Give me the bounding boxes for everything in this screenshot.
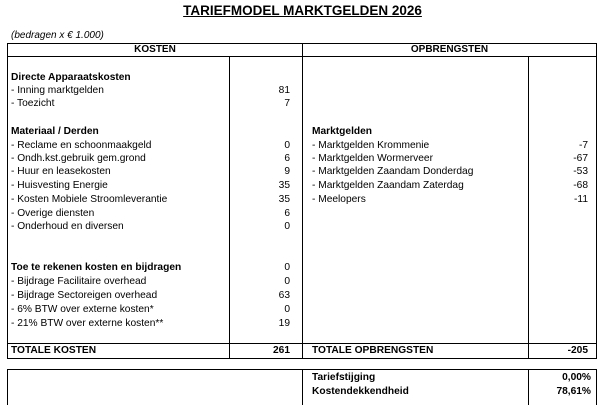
cost-value: 6	[284, 153, 290, 164]
revenue-value: -7	[578, 140, 588, 151]
header-kosten: KOSTEN	[134, 44, 176, 55]
cost-label: - 21% BTW over externe kosten**	[11, 318, 164, 329]
cost-value: 19	[278, 318, 290, 329]
cost-value: 0	[284, 221, 290, 232]
cost-label: - Huisvesting Energie	[11, 180, 108, 191]
cost-value: 0	[284, 262, 290, 273]
summary-value-tariefstijging: 0,00%	[562, 372, 591, 383]
total-opbrengsten-label: TOTALE OPBRENGSTEN	[312, 345, 434, 356]
group-heading-marktgelden: Marktgelden	[312, 126, 373, 137]
cost-value: 0	[284, 276, 290, 287]
summary-value-kostendekkendheid: 78,61%	[556, 386, 591, 397]
summary-label-kostendekkendheid: Kostendekkendheid	[312, 386, 409, 397]
cost-label: - Reclame en schoonmaakgeld	[11, 140, 152, 151]
summary-label-tariefstijging: Tariefstijging	[312, 372, 376, 383]
cost-label: - Kosten Mobiele Stroomleverantie	[11, 194, 168, 205]
cost-label: - Inning marktgelden	[11, 85, 104, 96]
cost-value: 0	[284, 140, 290, 151]
cost-label: - Huur en leasekosten	[11, 166, 111, 177]
cost-value: 0	[284, 304, 290, 315]
cost-value: 35	[278, 180, 290, 191]
group-heading-toe-te-rekenen: Toe te rekenen kosten en bijdragen	[11, 262, 182, 273]
total-opbrengsten-value: -205	[567, 345, 588, 356]
cost-label: - 6% BTW over externe kosten*	[11, 304, 154, 315]
cost-label: - Toezicht	[11, 98, 55, 109]
cost-value: 7	[284, 98, 290, 109]
group-heading-directe: Directe Apparaatskosten	[11, 72, 131, 83]
cost-label: - Bijdrage Facilitaire overhead	[11, 276, 147, 287]
revenue-value: -68	[573, 180, 588, 191]
cost-label: - Ondh.kst.gebruik gem.grond	[11, 153, 146, 164]
revenue-label: - Marktgelden Zaandam Donderdag	[312, 166, 474, 177]
cost-label: - Overige diensten	[11, 208, 95, 219]
cost-value: 35	[278, 194, 290, 205]
revenue-value: -67	[573, 153, 588, 164]
revenue-value: -11	[574, 194, 588, 205]
cost-label: - Bijdrage Sectoreigen overhead	[11, 290, 158, 301]
cost-value: 63	[278, 290, 290, 301]
page-title: TARIEFMODEL MARKTGELDEN 2026	[183, 3, 422, 18]
revenue-label: - Marktgelden Krommenie	[312, 140, 430, 151]
revenue-label: - Meelopers	[312, 194, 366, 205]
total-kosten-label: TOTALE KOSTEN	[11, 345, 97, 356]
revenue-label: - Marktgelden Wormerveer	[312, 153, 433, 164]
header-opbrengsten: OPBRENGSTEN	[410, 44, 489, 55]
total-kosten-value: 261	[273, 345, 290, 356]
cost-value: 9	[284, 166, 290, 177]
amount-note: (bedragen x € 1.000)	[11, 30, 104, 41]
revenue-value: -53	[573, 166, 588, 177]
cost-value: 6	[284, 208, 290, 219]
cost-value: 81	[278, 85, 290, 96]
revenue-label: - Marktgelden Zaandam Zaterdag	[312, 180, 464, 191]
group-heading-materiaal: Materiaal / Derden	[11, 126, 99, 137]
cost-label: - Onderhoud en diversen	[11, 221, 124, 232]
